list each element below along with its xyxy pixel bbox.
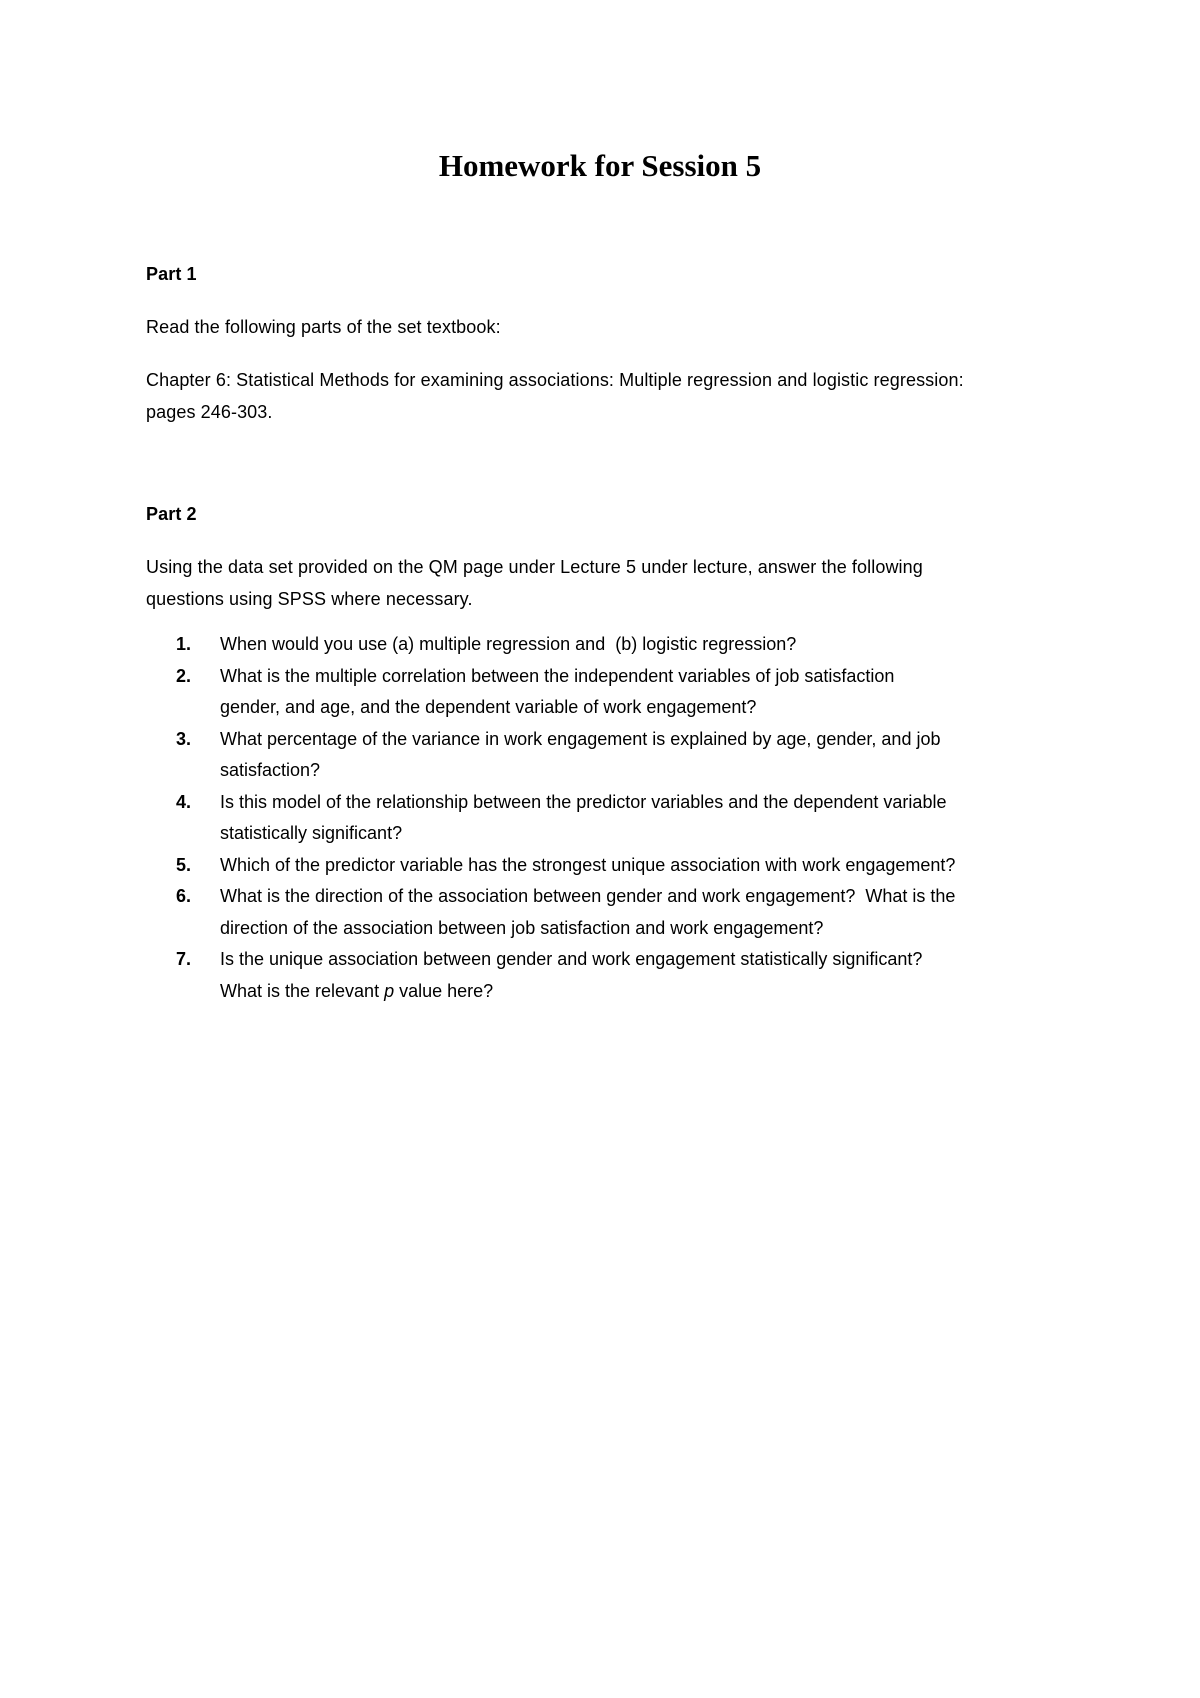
question-number: 7. xyxy=(176,949,192,969)
question-text: What is the relevant xyxy=(220,980,385,1001)
question-text: direction of the association between job satisfaction and work engagement? xyxy=(220,917,824,938)
question-item xyxy=(146,787,1086,850)
question-item xyxy=(146,629,1086,661)
part1-reading-line1: Chapter 6: Statistical Methods for examining associations: Multiple regression and logistic regression: xyxy=(146,370,964,390)
p-symbol: p xyxy=(384,980,395,1001)
question-item xyxy=(146,850,1086,882)
question-item xyxy=(146,661,1086,724)
question-text: Is the unique association between gender and work engagement statistically significant? xyxy=(220,949,923,969)
part2-intro-line2: questions using SPSS where necessary. xyxy=(146,589,473,609)
part1-reading xyxy=(146,364,1066,428)
part1-reading-line2: pages 246-303. xyxy=(146,402,273,422)
question-list xyxy=(146,629,1086,1007)
question-number: 6. xyxy=(176,886,192,906)
question-text: What is the direction of the association between gender and work engagement? What is the xyxy=(220,886,956,906)
question-number: 2. xyxy=(176,665,192,686)
question-text: When would you use (a) multiple regression and (b) logistic regression? xyxy=(220,634,797,654)
document-title: Homework for Session 5 xyxy=(438,148,762,183)
part1-heading: Part 1 xyxy=(146,264,197,284)
question-number: 1. xyxy=(176,634,192,654)
question-text: Is this model of the relationship between the predictor variables and the dependent variable xyxy=(220,791,947,812)
question-text: gender, and age, and the dependent variable of work engagement? xyxy=(220,697,757,717)
question-number: 4. xyxy=(176,791,192,812)
part2-intro-line1: Using the data set provided on the QM page under Lecture 5 under lecture, answer the following xyxy=(146,557,923,577)
question-text: What is the multiple correlation between the independent variables of job satisfaction xyxy=(220,665,895,686)
question-text: value here? xyxy=(394,980,494,1001)
question-item xyxy=(146,881,1086,944)
question-text: satisfaction? xyxy=(220,760,321,780)
question-number: 5. xyxy=(176,854,192,875)
part2-intro xyxy=(146,551,1066,615)
question-text: statistically significant? xyxy=(220,823,403,843)
part1-intro: Read the following parts of the set textbook: xyxy=(146,317,501,337)
question-item xyxy=(146,944,1086,1007)
question-item xyxy=(146,724,1086,787)
question-text: Which of the predictor variable has the strongest unique association with work engagement? xyxy=(220,854,956,875)
question-text: What percentage of the variance in work engagement is explained by age, gender, and job xyxy=(220,728,941,749)
part2-heading: Part 2 xyxy=(146,504,197,524)
question-number: 3. xyxy=(176,728,192,749)
